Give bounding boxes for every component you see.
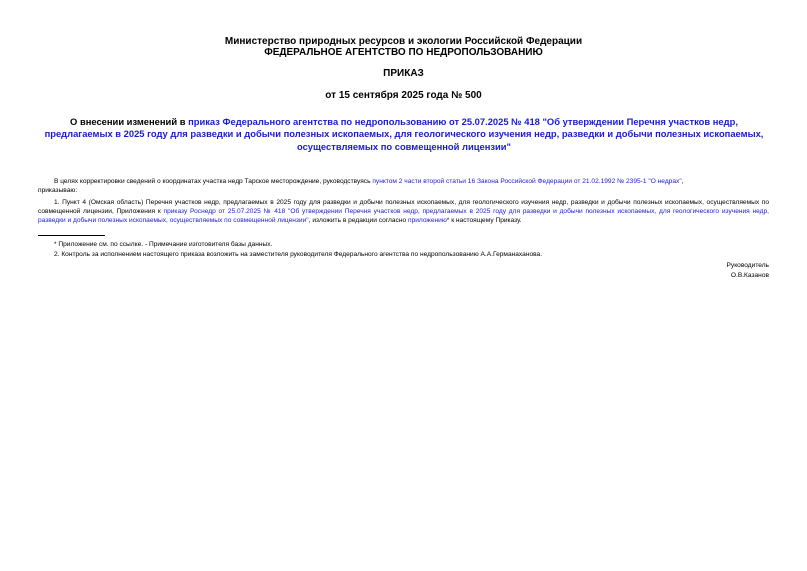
document-date: от 15 сентября 2025 года № 500 xyxy=(325,90,482,101)
preamble-comma: , xyxy=(681,178,684,185)
item-1-text-3: * к настоящему Приказу. xyxy=(446,217,522,225)
signature-position: Руководитель xyxy=(726,262,769,269)
item-1-paragraph xyxy=(38,198,769,226)
item-2-paragraph: 2. Контроль за исполнением настоящего приказа возложить на заместителя руководителя Федерального агентства по недропользованию А.А.Германаханова. xyxy=(54,251,543,258)
title-link[interactable]: приказ Федерального агентства по недропользованию от 25.07.2025 № 418 "Об утверждении Перечня участков недр, предлагаемых в 2025 году для разведки и добычи полезных ископаемых, для геологического изучения недр, разведки и добычи полезных ископаемых, осуществляемых по совмещенной лицензии" xyxy=(44,116,764,152)
preamble-paragraph xyxy=(38,177,769,195)
item-1-text-2: , изложить в редакции согласно xyxy=(308,217,408,225)
order-418-link[interactable]: приказу Роснедр от 25.07.2025 № 418 "Об утверждении Перечня участков недр, предлагаемых в 2025 году для разведки и добычи полезных ископаемых, для геологического изучения недр, разведки и добычи полезных ископаемых, осуществляемых по совмещенной лицензии" xyxy=(38,208,769,225)
footnote: * Приложение см. по ссылке. - Примечание изготовителя базы данных. xyxy=(54,241,273,248)
title-prefix: О внесении изменений в xyxy=(70,116,189,127)
footnote-divider xyxy=(38,235,105,236)
item-1-text: 1. Пункт 4 (Омская область) Перечня участков недр, предлагаемых в 2025 году для разведки и добычи полезных ископаемых, для геологического изучения недр, разведки и добычи полезных ископаемых, осуществляемых по совмещенной лицензии, Приложения к xyxy=(38,199,769,216)
ministry-name: Министерство природных ресурсов и экологии Российской Федерации xyxy=(224,36,583,47)
document-title xyxy=(36,116,772,153)
document-type: ПРИКАЗ xyxy=(383,68,424,79)
order-word: приказываю: xyxy=(38,187,78,195)
law-link[interactable]: пунктом 2 части второй статьи 16 Закона Российской Федерации от 21.02.1992 № 2395-1 "О недрах" xyxy=(372,178,682,185)
agency-name: ФЕДЕРАЛЬНОЕ АГЕНТСТВО ПО НЕДРОПОЛЬЗОВАНИЮ xyxy=(264,47,543,58)
preamble-text: В целях корректировки сведений о координатах участка недр Тарское месторождение, руководствуясь xyxy=(54,178,373,185)
appendix-link[interactable]: приложению xyxy=(408,217,447,225)
signature-name: О.В.Казанов xyxy=(730,272,769,279)
